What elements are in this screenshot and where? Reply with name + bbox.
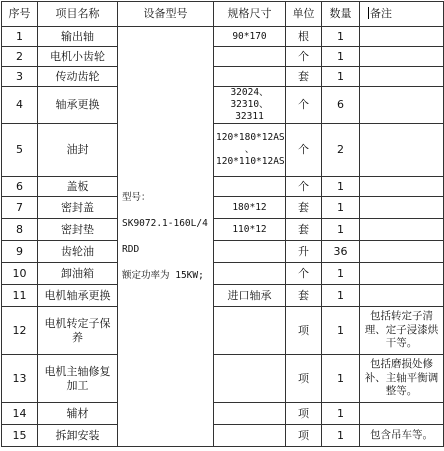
header-item: 项目名称 [38,2,118,27]
cell-remark [360,285,444,307]
cell-unit: 个 [286,87,322,124]
table-row [2,87,444,124]
table-row [2,177,444,197]
table-row [2,27,444,47]
cell-item: 辅材 [38,403,118,425]
cell-qty: 1 [322,197,360,219]
cell-spec [214,67,286,87]
cell-unit: 套 [286,197,322,219]
cell-unit: 套 [286,67,322,87]
cell-item: 卸油箱 [38,263,118,285]
header-spec: 规格尺寸 [214,2,286,27]
header-remark[interactable]: 备注 [360,2,444,27]
cell-qty: 2 [322,124,360,177]
remark-line: 干等。 [385,337,418,350]
cell-seq: 3 [2,67,38,87]
cell-item: 电机轴承更换 [38,285,118,307]
table-row [2,124,444,177]
cell-item: 油封 [38,124,118,177]
cell-seq: 14 [2,403,38,425]
cell-spec [214,87,286,124]
table-row [2,219,444,241]
cell-qty: 1 [322,219,360,241]
cell-spec [214,177,286,197]
cell-qty: 1 [322,307,360,355]
cell-unit: 个 [286,124,322,177]
cell-qty: 1 [322,285,360,307]
cell-remark: 包含吊车等。 [360,425,444,447]
cell-qty: 1 [322,403,360,425]
cell-seq: 5 [2,124,38,177]
cell-remark [360,87,444,124]
cell-unit: 项 [286,403,322,425]
table-row [2,197,444,219]
cell-item: 电机小齿轮 [38,47,118,67]
cell-seq: 12 [2,307,38,355]
cell-spec [214,425,286,447]
cell-seq: 6 [2,177,38,197]
cell-item: 轴承更换 [38,87,118,124]
cell-item: 输出轴 [38,27,118,47]
cell-unit: 套 [286,219,322,241]
cell-item: 齿轮油 [38,241,118,263]
cell-qty: 1 [322,27,360,47]
cell-spec [214,355,286,403]
cell-qty: 1 [322,355,360,403]
cell-spec [214,307,286,355]
cell-seq: 2 [2,47,38,67]
cell-qty: 1 [322,47,360,67]
table-row [2,241,444,263]
spec-line: 、 [244,144,255,156]
cell-unit: 个 [286,177,322,197]
cell-remark [360,47,444,67]
table-row [2,47,444,67]
cell-qty: 36 [322,241,360,263]
cell-spec [214,263,286,285]
table-row [2,355,444,403]
cell-spec: 90*170 [214,27,286,47]
cell-seq: 4 [2,87,38,124]
cell-remark [360,355,444,403]
cell-remark [360,219,444,241]
remark-line: 补、主轴平衡调 [364,371,439,384]
cell-seq: 11 [2,285,38,307]
cell-unit: 根 [286,27,322,47]
cell-spec: 进口轴承 [214,285,286,307]
cell-item: 盖板 [38,177,118,197]
cell-spec [214,403,286,425]
cell-remark [360,307,444,355]
cell-qty: 1 [322,425,360,447]
cell-spec [214,124,286,177]
cell-qty: 1 [322,67,360,87]
cell-remark [360,241,444,263]
cell-model [118,27,214,447]
cell-remark [360,403,444,425]
table-row [2,307,444,355]
cell-remark [360,197,444,219]
item-line: 加工 [66,378,89,392]
cell-seq: 10 [2,263,38,285]
cell-spec [214,241,286,263]
cell-seq: 13 [2,355,38,403]
cell-qty: 1 [322,177,360,197]
cell-spec: 180*12 [214,197,286,219]
header-row [2,2,444,27]
table-row [2,67,444,87]
item-line: 电机转定子保 [44,316,111,330]
item-line: 电机主轴修复 [44,364,111,378]
table-row [2,425,444,447]
cell-unit: 个 [286,47,322,67]
text-cursor [368,7,369,19]
cell-seq: 7 [2,197,38,219]
cell-remark [360,124,444,177]
remark-line: 包括磨损处修 [370,358,433,371]
header-seq: 序号 [2,2,38,27]
cell-unit: 项 [286,307,322,355]
parts-table [1,1,444,447]
cell-unit: 个 [286,263,322,285]
cell-spec: 110*12 [214,219,286,241]
header-unit: 单位 [286,2,322,27]
model-line: 额定功率为 15KW; [122,269,204,281]
cell-item [38,355,118,403]
cell-qty: 1 [322,263,360,285]
cell-qty: 6 [322,87,360,124]
item-line: 养 [72,330,83,344]
cell-remark [360,27,444,47]
model-line: SK9072.1-160L/4 [122,217,208,229]
cell-unit: 项 [286,355,322,403]
spec-line: 32311 [235,110,264,122]
cell-item: 传动齿轮 [38,67,118,87]
cell-unit: 套 [286,285,322,307]
cell-seq: 15 [2,425,38,447]
header-qty: 数量 [322,2,360,27]
table-row [2,263,444,285]
cell-remark [360,67,444,87]
spec-line: 32024、32310、 [230,87,269,111]
cell-seq: 1 [2,27,38,47]
cell-item: 拆卸安装 [38,425,118,447]
model-line: 型号： [122,191,151,203]
cell-unit: 项 [286,425,322,447]
table-row [2,285,444,307]
cell-item [38,307,118,355]
cell-unit: 升 [286,241,322,263]
remark-line: 包括转定子清 [370,310,433,323]
remark-line: 整等。 [385,385,418,398]
cell-seq: 8 [2,219,38,241]
cell-item: 密封垫 [38,219,118,241]
spec-line: 120*180*12AS [216,132,285,144]
table-row [2,403,444,425]
model-line: RDD [122,243,140,255]
cell-remark [360,263,444,285]
cell-spec [214,47,286,67]
spec-line: 120*110*12AS [216,155,285,167]
cell-remark [360,177,444,197]
remark-line: 理、定子浸漆烘 [364,323,439,336]
header-model: 设备型号 [118,2,214,27]
cell-item: 密封盖 [38,197,118,219]
cell-seq: 9 [2,241,38,263]
